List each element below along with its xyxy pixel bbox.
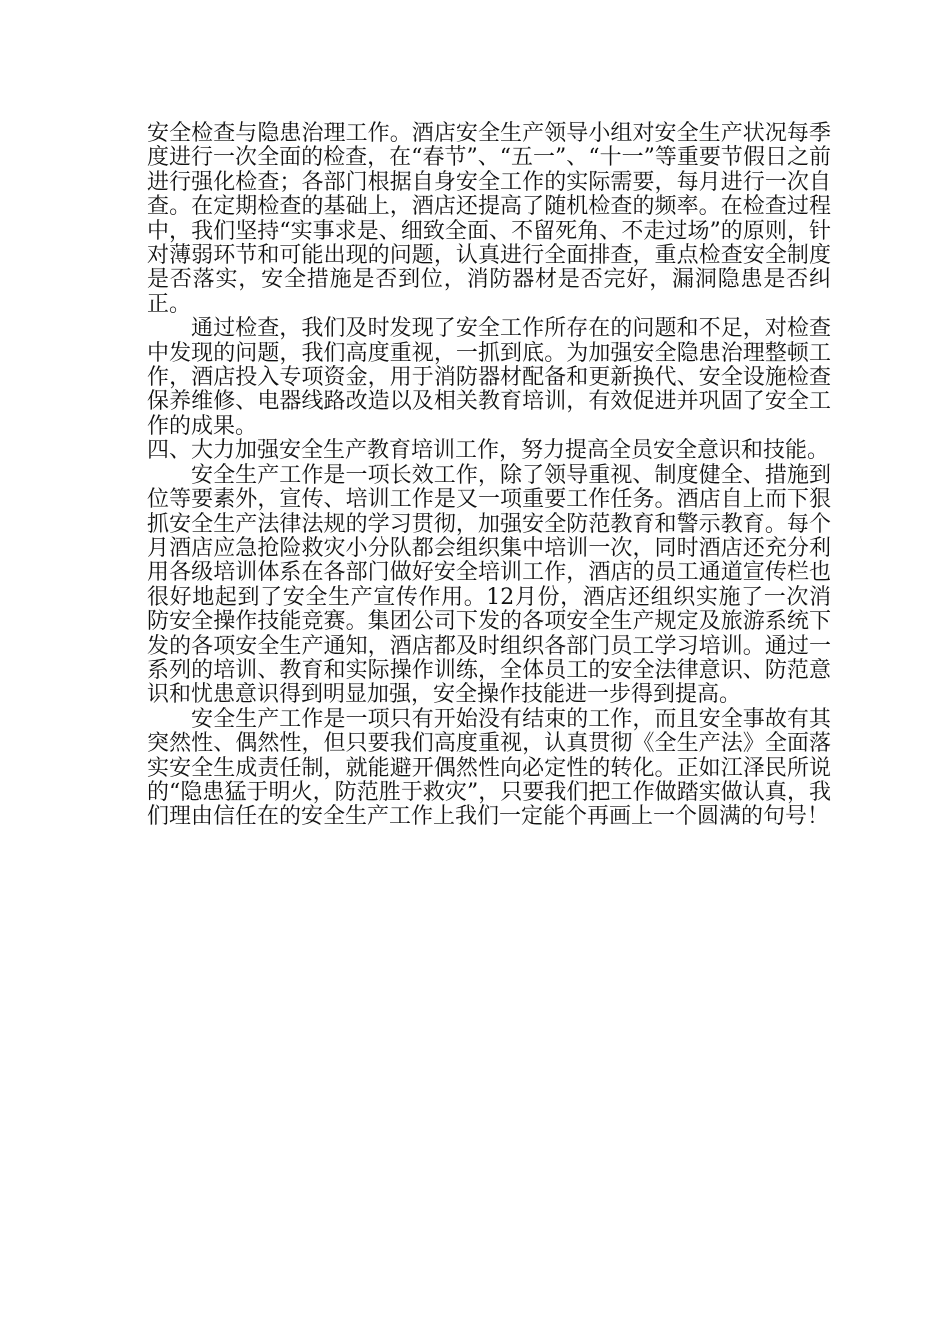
document-body [147,122,831,830]
section-heading-training: 四、大力加强安全生产教育培训工作，努力提高全员安全意识和技能。 [147,438,830,464]
paragraph-training: 安全生产工作是一项长效工作，除了领导重视、制度健全、措施到位等要素外，宣传、培训工作是又一项重要工作任务。酒店自上而下狠抓安全生产法律法规的学习贯彻，加强安全防范教育和警示教育。每个月酒店应急抢险救灾小分队都会组织集中培训一次，同时酒店还充分利用各级培训体系在各部门做好安全培训工作，酒店的员工通道宣传栏也很好地起到了安全生产宣传作用。12月份，酒店还组织实施了一次消防安全操作技能竞赛。集团公司下发的各项安全生产规定及旅游系统下发的各项安全生产通知，酒店都及时组织各部门员工学习培训。通过一系列的培训、教育和实际操作训练，全体员工的安全法律意识、防范意识和忧患意识得到明显加强，安全操作技能进一步得到提高。 [147,462,831,708]
paragraph-inspection: 安全检查与隐患治理工作。酒店安全生产领导小组对安全生产状况每季度进行一次全面的检查，在“春节”、“五一”、“十一”等重要节假日之前进行强化检查；各部门根据自身安全工作的实际需要，每月进行一次自查。在定期检查的基础上，酒店还提高了随机检查的频率。在检查过程中，我们坚持“实事求是、细致全面、不留死角、不走过场”的原则，针对薄弱环节和可能出现的问题，认真进行全面排查，重点检查安全制度是否落实，安全措施是否到位，消防器材是否完好，漏洞隐患是否纠正。 [147,121,831,317]
paragraph-conclusion: 安全生产工作是一项只有开始没有结束的工作，而且安全事故有其突然性、偶然性，但只要我们高度重视，认真贯彻《全生产法》全面落实安全生成责任制，就能避开偶然性向必定性的转化。正如江泽民所说的“隐患猛于明火，防范胜于救灾”，只要我们把工作做踏实做认真，我们理由信任在的安全生产工作上我们一定能个再画上一个圆满的句号！ [147,706,831,830]
paragraph-rectification: 通过检查，我们及时发现了安全工作所存在的问题和不足，对检查中发现的问题，我们高度重视，一抓到底。为加强安全隐患治理整顿工作，酒店投入专项资金，用于消防器材配备和更新换代、安全设施检查保养维修、电器线路改造以及相关教育培训，有效促进并巩固了安全工作的成果。 [147,316,831,439]
